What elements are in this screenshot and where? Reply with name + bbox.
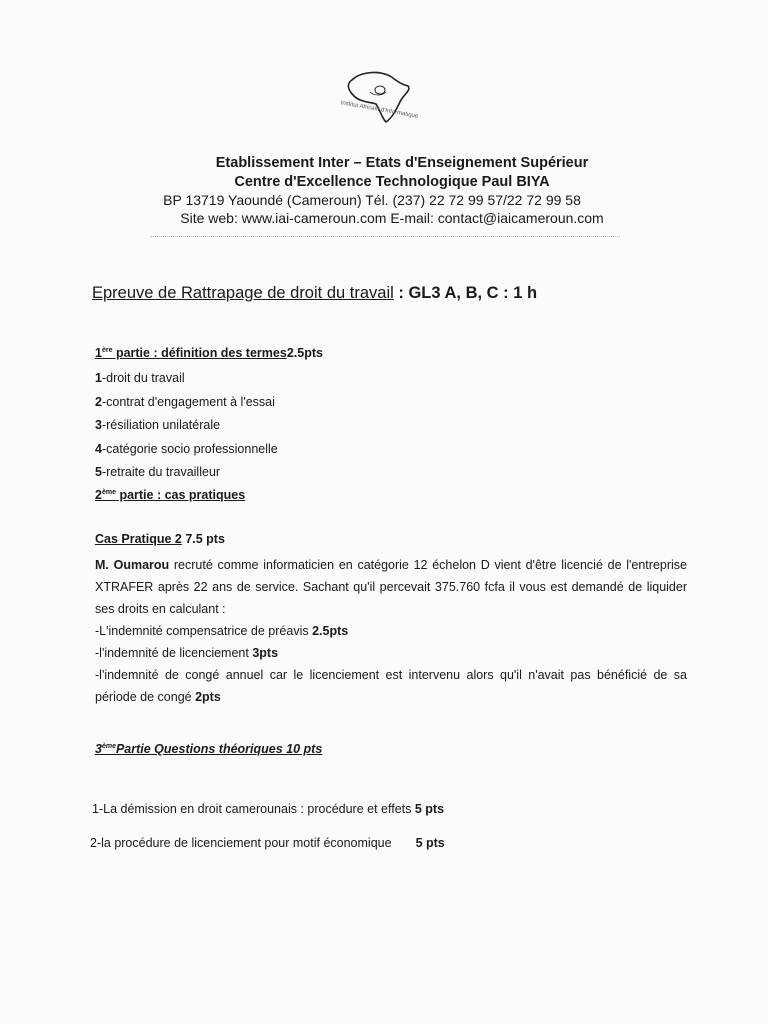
case-title <box>95 532 225 546</box>
theory-question-points: 5 pts <box>414 802 445 816</box>
definition-item-text: -contrat d'engagement à l'essai <box>101 395 275 409</box>
definition-item-num: 1 <box>95 371 102 385</box>
part2-heading-sup: ème <box>101 488 116 496</box>
case-question-text: -l'indemnité de congé annuel car le licenciement est intervenu alors qu'il n'avait pas bénéficié de sa période de congé <box>95 668 687 704</box>
center-name: Centre d'Excellence Technologique Paul BIYA <box>234 174 550 190</box>
part3-heading-sup: ème <box>101 742 116 750</box>
case-body <box>95 554 687 708</box>
postal-address: BP 13719 Yaoundé (Cameroun) Tél. (237) 22 72 99 57/22 72 99 58 <box>163 192 581 208</box>
case-question-text: -L'indemnité compensatrice de préavis <box>95 624 313 638</box>
theory-question <box>90 836 445 850</box>
part3-heading-num: 3 <box>95 742 102 756</box>
definition-item-num: 2 <box>95 395 102 409</box>
definition-item-num: 3 <box>95 418 102 432</box>
part1-heading-sup: ère <box>101 346 113 354</box>
case-question-text: -l'indemnité de licenciement <box>95 646 253 660</box>
theory-question <box>92 802 444 816</box>
part3-heading <box>95 742 322 756</box>
definition-item <box>95 418 220 432</box>
exam-title <box>92 284 537 303</box>
part1-heading-text: partie : définition des termes <box>112 346 287 360</box>
theory-question-text: 2-la procédure de licenciement pour motif économique <box>90 836 392 850</box>
case-intro-text: recruté comme informaticien en catégorie 12 échelon D vient d'être licencié de l'entreprise XTRAFER après 22 ans de service. Sachant qu'il percevait 375.760 fcfa il vous est demandé de liquider ses droits en calculant : <box>95 558 687 616</box>
case-question-points: 2pts <box>195 690 221 704</box>
definition-item <box>95 371 185 385</box>
definition-item-text: -retraite du travailleur <box>101 465 221 479</box>
theory-question-points: 5 pts <box>415 836 445 850</box>
case-question-points: 2.5pts <box>312 624 349 638</box>
logo-caption: Institut Africain d'Informatique <box>340 100 419 120</box>
part2-heading-text: partie : cas pratiques <box>115 488 246 502</box>
part2-heading <box>95 488 245 502</box>
case-title-label: Cas Pratique 2 <box>95 532 182 546</box>
part3-heading-text: Partie Questions théoriques 10 pts <box>115 742 323 756</box>
definition-item <box>95 442 278 456</box>
case-question <box>95 642 687 664</box>
part1-points: 2.5pts <box>286 346 323 360</box>
header-divider <box>150 236 620 237</box>
part2-heading-num: 2 <box>95 488 102 502</box>
case-person: M. Oumarou <box>95 558 170 572</box>
definition-item-text: -résiliation unilatérale <box>101 418 221 432</box>
theory-question-text: 1-La démission en droit camerounais : procédure et effets <box>92 802 415 816</box>
africa-map-logo <box>330 62 426 132</box>
definition-item-num: 4 <box>95 442 102 456</box>
definition-item <box>95 395 275 409</box>
definition-item-text: -catégorie socio professionnelle <box>101 442 278 456</box>
part1-heading <box>95 346 323 360</box>
case-question-points: 3pts <box>252 646 279 660</box>
definition-item-text: -droit du travail <box>101 371 185 385</box>
institution-name: Etablissement Inter – Etats d'Enseignement Supérieur <box>215 155 589 171</box>
part1-heading-num: 1 <box>95 346 102 360</box>
exam-title-main: Epreuve de Rattrapage de droit du travail <box>92 284 394 302</box>
definition-item-num: 5 <box>95 465 102 479</box>
case-points: 7.5 pts <box>181 532 225 546</box>
case-question <box>95 620 687 642</box>
definition-item <box>95 465 220 479</box>
contact-info: Site web: www.iai-cameroun.com E-mail: contact@iaicameroun.com <box>180 210 604 226</box>
case-question <box>95 664 687 708</box>
case-intro <box>95 554 687 620</box>
exam-title-class: : GL3 A, B, C : 1 h <box>393 284 538 302</box>
